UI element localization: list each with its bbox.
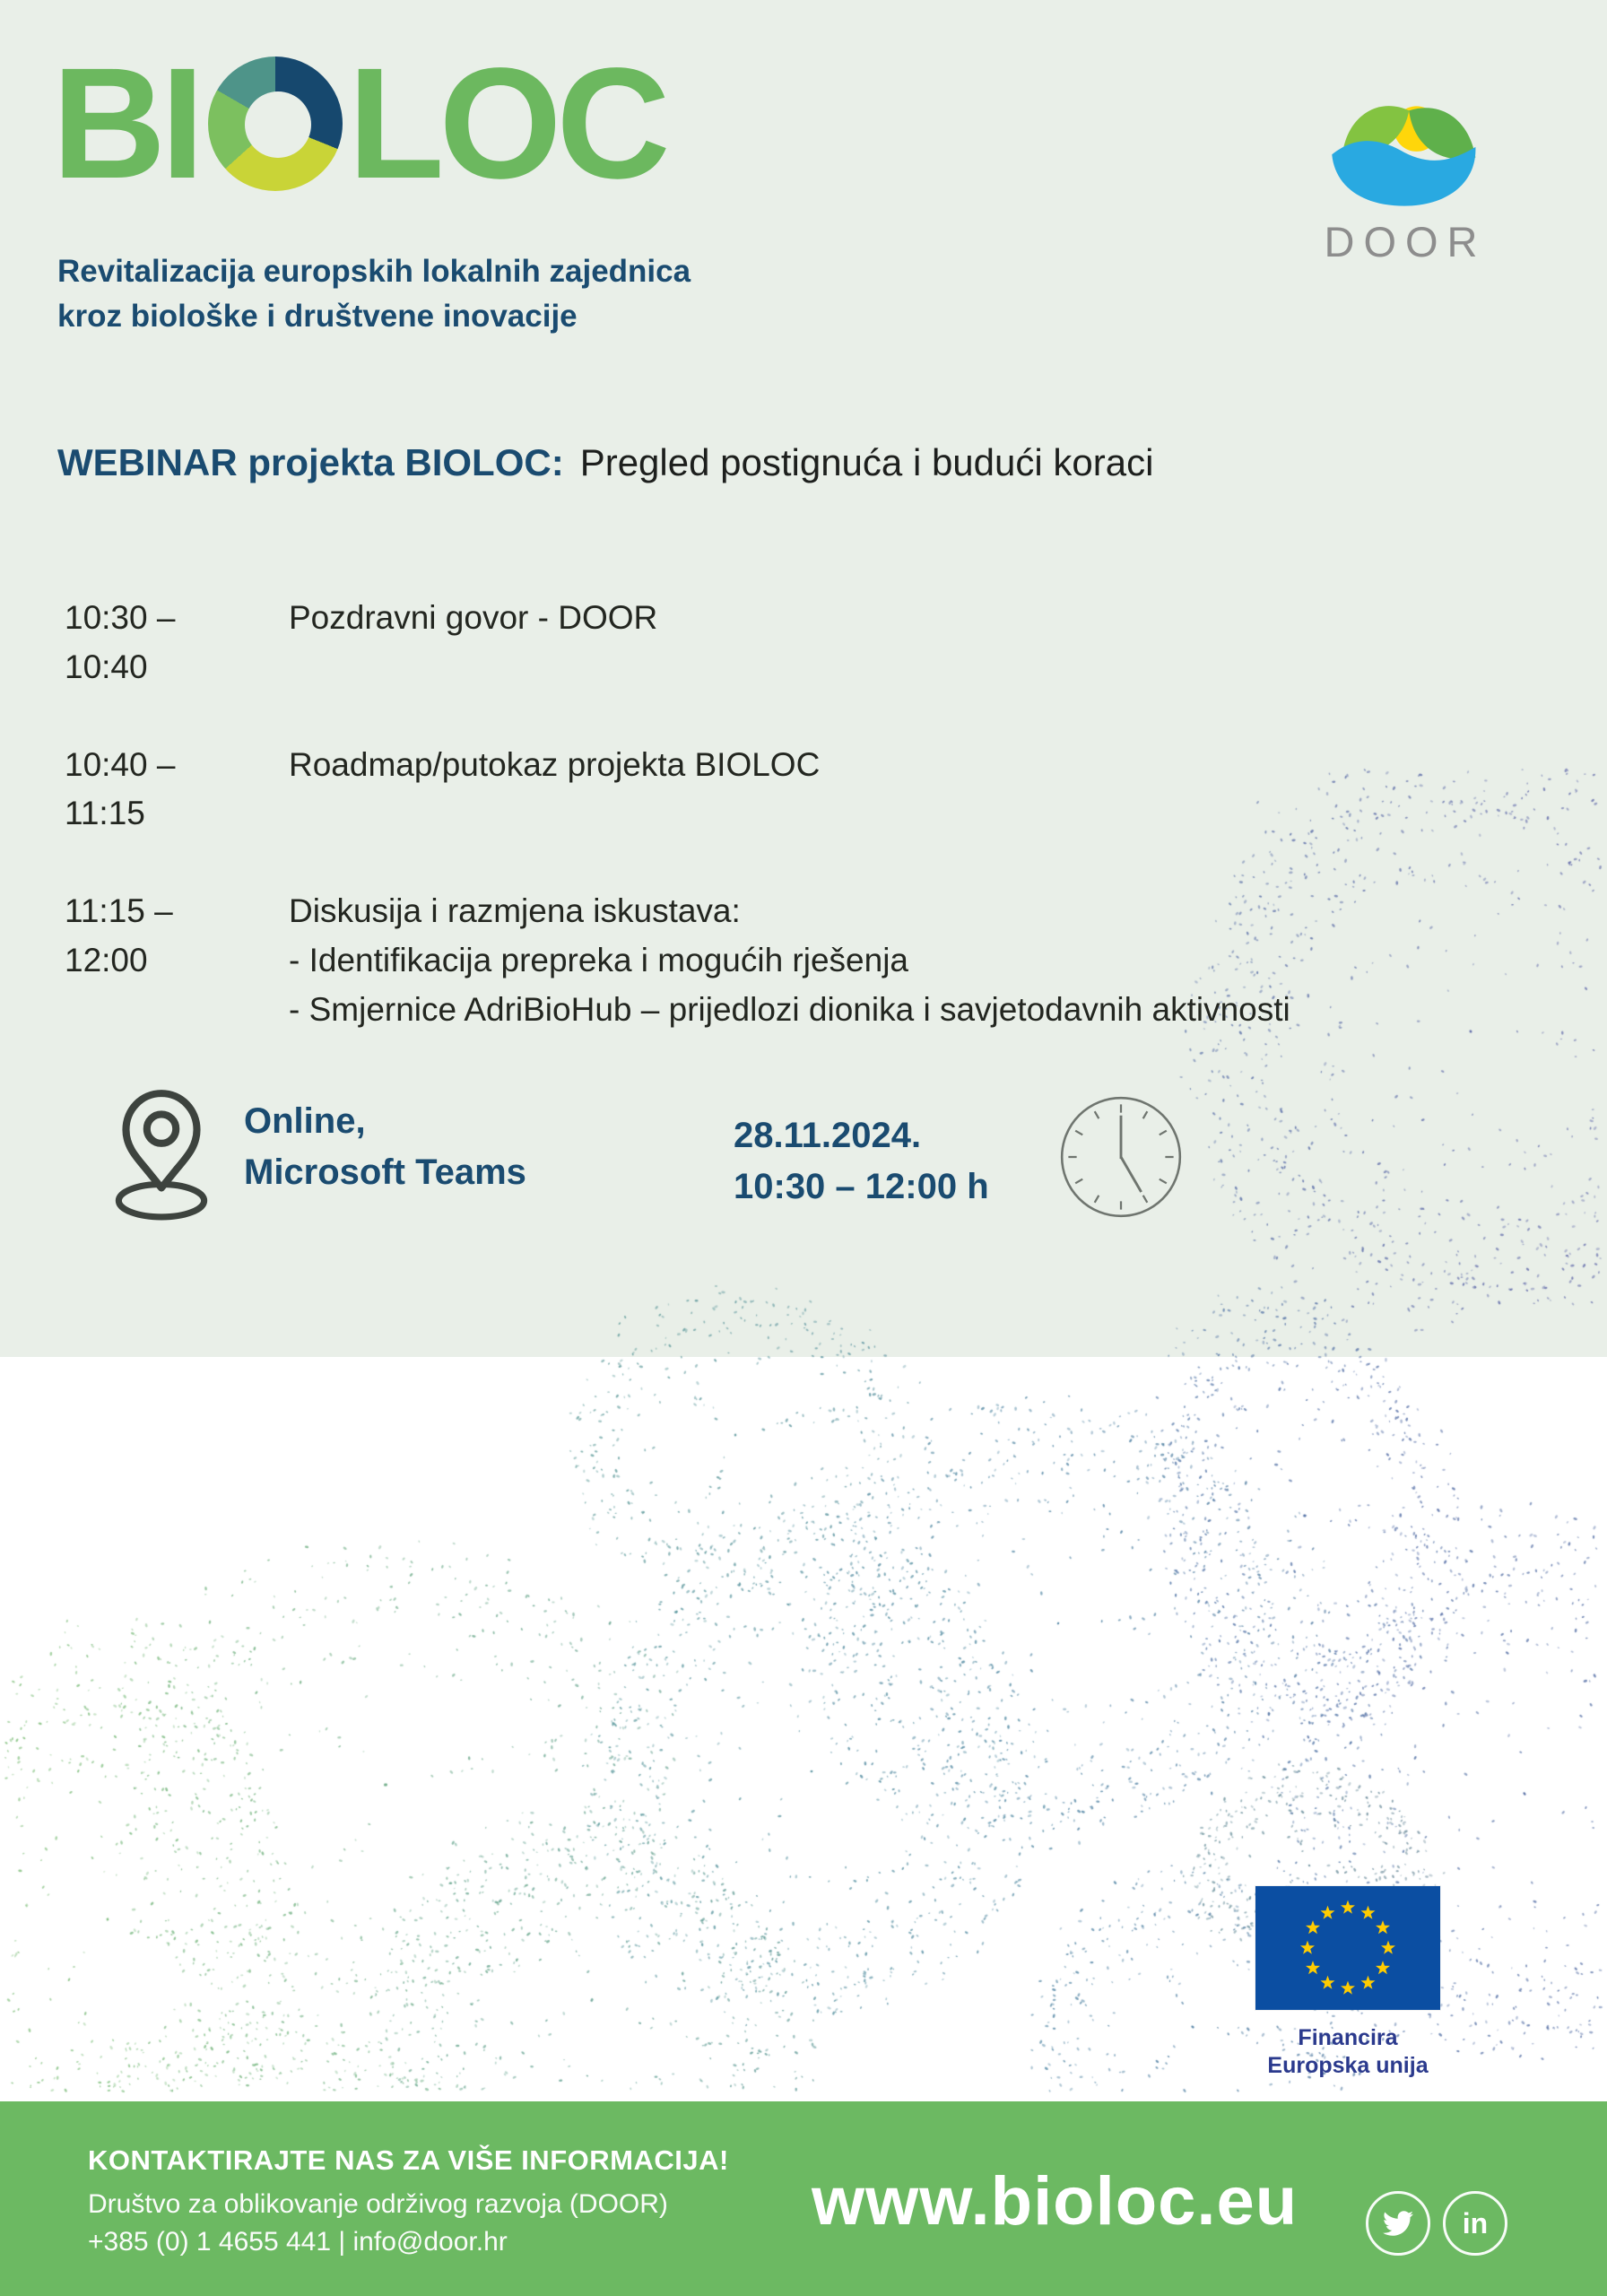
door-logo-text: DOOR: [1324, 218, 1487, 265]
eu-funding-block: [1209, 1886, 1487, 2081]
eu-funding-caption: [1209, 2024, 1487, 2081]
agenda-description: [289, 887, 1311, 1034]
door-logo-icon: [1325, 79, 1485, 213]
footer-bar: [0, 2101, 1607, 2296]
agenda-subitem: - Smjernice AdriBioHub – prijedlozi dionika i savjetodavnih aktivnosti: [289, 990, 1290, 1028]
twitter-icon: [1383, 2208, 1413, 2239]
location-text: [244, 1096, 526, 1198]
location-line2: Microsoft Teams: [244, 1152, 526, 1192]
location-line1: Online,: [244, 1101, 366, 1141]
footer-contact-line[interactable]: +385 (0) 1 4655 441 | info@door.hr: [88, 2227, 508, 2257]
agenda-subitem: - Identifikacija prepreka i mogućih rješenja: [289, 941, 909, 978]
linkedin-icon: in: [1462, 2207, 1489, 2239]
agenda-list: [65, 594, 1311, 1083]
linkedin-button[interactable]: [1443, 2191, 1507, 2256]
footer-heading: KONTAKTIRAJTE NAS ZA VIŠE INFORMACIJA!: [88, 2144, 729, 2176]
location-pin-icon: [111, 1085, 212, 1222]
tagline-line1: Revitalizacija europskih lokalnih zajednica: [57, 254, 691, 289]
project-tagline: [57, 249, 691, 338]
webinar-title: [57, 441, 1153, 484]
footer-organization: Društvo za oblikovanje održivog razvoja (DOOR): [88, 2189, 668, 2219]
bioloc-logo-text-left: BI: [52, 36, 199, 212]
agenda-row: [65, 594, 1311, 692]
agenda-description-main: Diskusija i razmjena iskustava:: [289, 892, 741, 929]
tagline-line2: kroz biološke i društvene inovacije: [57, 298, 578, 334]
eu-caption-line2: Europska unija: [1267, 2053, 1429, 2079]
bioloc-logo-text-right: LOC: [348, 36, 665, 212]
agenda-row: [65, 741, 1311, 839]
twitter-button[interactable]: [1366, 2191, 1430, 2256]
bioloc-logo-swirl-o-icon: [208, 57, 343, 191]
webinar-title-subject: Pregled postignuća i budući koraci: [579, 441, 1154, 483]
agenda-time: 10:40 – 11:15: [65, 745, 176, 832]
eu-flag: [1255, 1886, 1440, 2010]
date-time-text: [734, 1110, 989, 1213]
agenda-time: 10:30 – 10:40: [65, 599, 176, 685]
door-logo: [1302, 79, 1508, 266]
website-link[interactable]: www.bioloc.eu: [812, 2163, 1299, 2239]
footer-contact-block: [88, 2144, 729, 2257]
event-time-range: 10:30 – 12:00 h: [734, 1166, 989, 1206]
agenda-description: Pozdravni govor - DOOR: [289, 599, 658, 636]
eu-caption-line1: Financira: [1298, 2025, 1398, 2050]
agenda-time: 11:15 – 12:00: [65, 892, 173, 978]
social-icons: [1366, 2191, 1507, 2256]
event-date: 28.11.2024.: [734, 1116, 922, 1155]
clock-icon: [1056, 1092, 1186, 1222]
webinar-title-label: WEBINAR projekta BIOLOC:: [57, 441, 564, 483]
bioloc-logo: [52, 36, 665, 212]
agenda-description: Roadmap/putokaz projekta BIOLOC: [289, 745, 821, 783]
agenda-row: [65, 887, 1311, 1034]
